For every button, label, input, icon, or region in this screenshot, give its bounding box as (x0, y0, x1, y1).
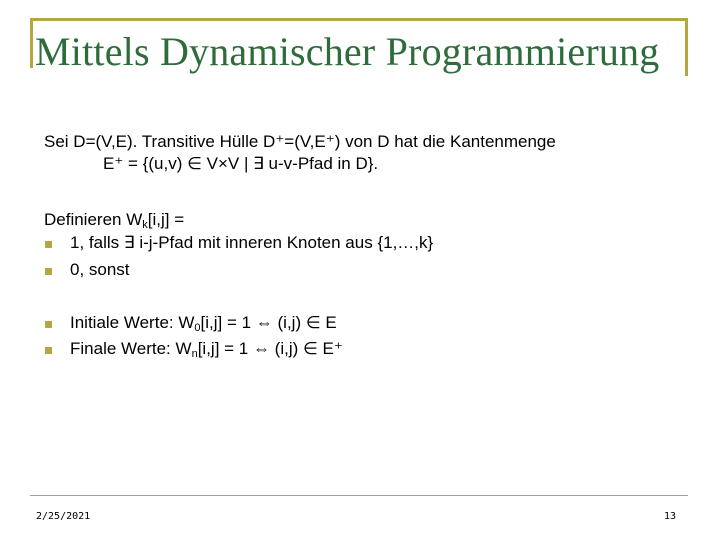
definition-subscript: k (142, 219, 148, 231)
bullet-item: 1, falls ∃ i-j-Pfad mit inneren Knoten aus {1,…,k} (70, 233, 434, 252)
definition-prefix: Definieren W (44, 210, 143, 229)
definition-suffix: [i,j] = (147, 210, 185, 229)
initial-prefix: Initiale Werte: W (70, 313, 195, 332)
footer-divider (30, 495, 688, 496)
footer-date: 2/25/2021 (36, 511, 91, 522)
frame-top-line (30, 18, 688, 21)
frame-left-line (30, 18, 33, 68)
bullet-item-final (70, 339, 343, 359)
final-prefix: Finale Werte: W (70, 339, 192, 358)
final-suffix: [i,j] = 1 ⇔ (i,j) ∈ E⁺ (197, 339, 343, 358)
bullet-item: 0, sonst (70, 260, 130, 279)
initial-suffix: [i,j] = 1 ⇔ (i,j) ∈ E (200, 313, 337, 332)
bullet-item-initial (70, 313, 337, 333)
bullet-square-icon (45, 347, 52, 354)
intro-line-2: E⁺ = {(u,v) ∈ V×V | ∃ u-v-Pfad in D}. (103, 154, 379, 173)
bullet-square-icon (45, 321, 52, 328)
bullet-square-icon (45, 241, 52, 248)
definition-line (44, 210, 184, 230)
intro-line-1: Sei D=(V,E). Transitive Hülle D⁺=(V,E⁺) von D hat die Kantenmenge (44, 132, 556, 151)
slide-title: Mittels Dynamischer Programmierung (35, 29, 660, 74)
page-number: 13 (664, 511, 677, 522)
final-subscript: n (191, 348, 198, 360)
initial-subscript: 0 (194, 322, 201, 334)
bullet-square-icon (45, 268, 52, 275)
frame-right-line (685, 18, 688, 76)
